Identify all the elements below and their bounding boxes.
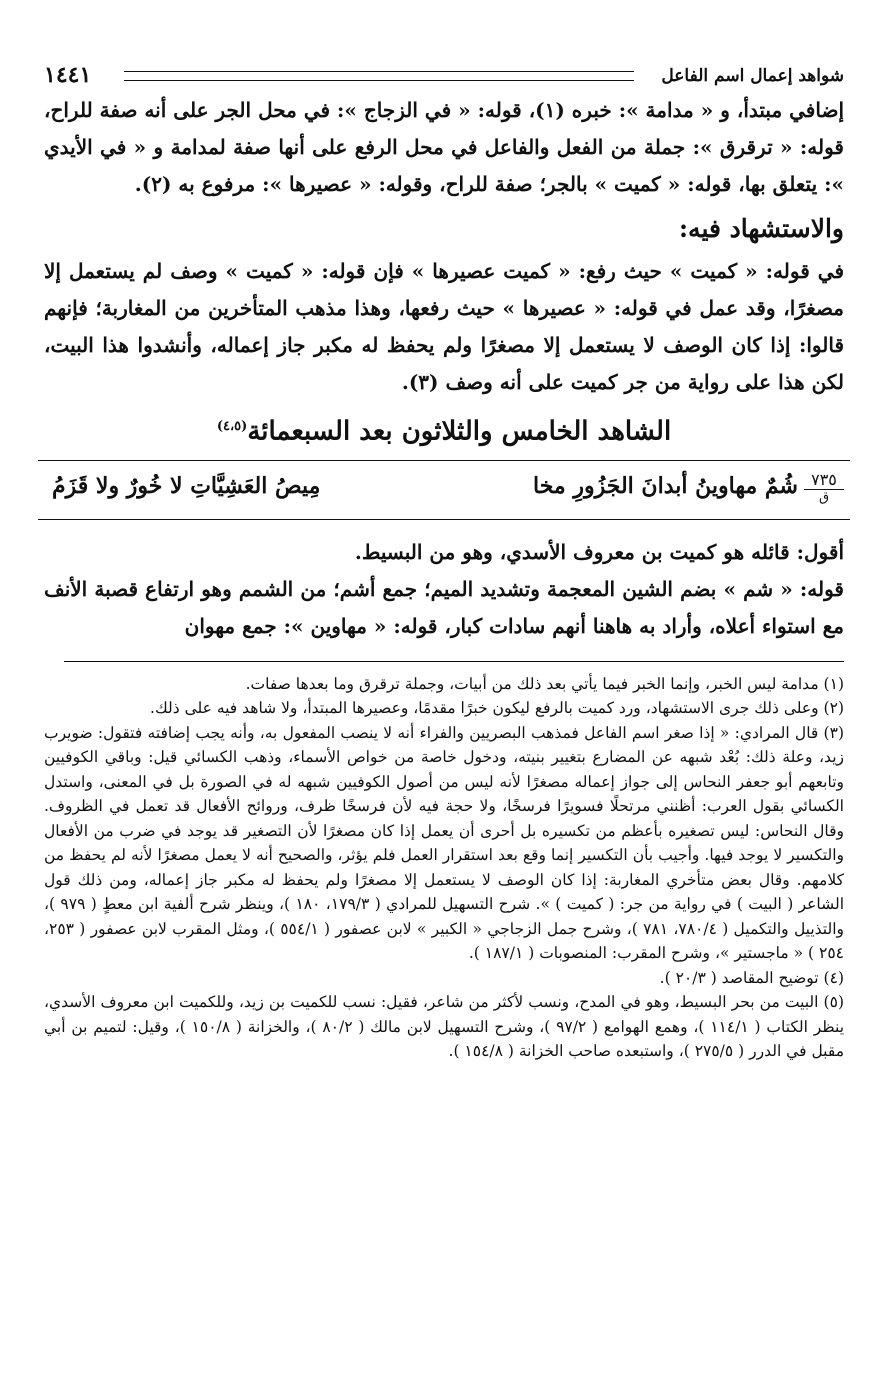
witness-heading [44,403,844,456]
aqulu-paragraph: أقول: قائله هو كميت بن معروف الأسدي، وهو من البسيط. [354,539,844,564]
witness-heading-text: الشاهد الخامس والثلاثون بعد السبعمائة [247,416,672,447]
istishhad-heading: والاستشهاد فيه: [678,214,844,243]
footnote-separator [64,661,844,662]
footnote-1: (١) مدامة ليس الخبر، وإنما الخبر فيما يأتي بعد ذلك من أبيات، وجملة ترقرق وما بعدها صفات. [245,674,844,693]
main-text [44,92,844,645]
page-number: ١٤٤١ [44,62,92,88]
header-rule [124,71,634,81]
witness-heading-note: (٤،٥) [216,419,248,434]
verse-hemistich-first: شُمٌ مهاوينُ أبدانَ الجَزُورِ مخا [533,472,798,499]
verse-number [804,471,844,506]
verse-box [38,460,850,520]
book-page [44,58,844,1064]
footnote-5: (٥) البيت من بحر البسيط، وهو في المدح، ونسب لأكثر من شاعر، فقيل: نسب للكميت بن زيد، وللكميت ابن معروف الأسدي، ينظر الكتاب ( ١١٤/١ )، وهمع الهوامع ( ٩٧/٢ )، وشرح التسهيل لابن مالك ( ٨٠/٢ )، والخزانة ( ١٥٠/٨ )، وقيل: لتميم بن أبي مقبل في الدرر ( ٢٧٥/٥ )، واستبعده صاحب الخزانة ( ١٥٤/٨ ). [44,993,845,1061]
footnote-2: (٢) وعلى ذلك جرى الاستشهاد، ورد كميت بالرفع ليكون خبرًا مقدمًا، وعصيرها المبتدأ، ولا شاهد فيه على ذلك. [150,699,844,718]
qawluhu-paragraph: قوله: « شم » بضم الشين المعجمة وتشديد الميم؛ جمع أشم؛ من الشمم وهو ارتفاع قصبة الأنف مع استواء أعلاه، وأراد به هاهنا أنهم سادات كبار، قوله: « مهاوين »: جمع مهوان [44,576,844,638]
footnote-3: (٣) قال المرادي: « إذا صغر اسم الفاعل فمذهب البصريين والفراء أنه لا ينصب المفعول به، وأنه يجب إضافته فتقول: ضويرب زيد، وعلة ذلك: بُعْد شبهه عن المضارع بتغيير بنيته، ودخول خاصة من خواص الأسماء، وذهب الكسائي قيل: وباقي الكوفيين وتابعهم أبو جعفر النحاس إلى جواز إعماله مصغرًا لأنه ليس من أصول الكوفيين شبهه له في الصورة بل في المعنى، واستدل الكسائي بقول العرب: أظنني مرتحلًا فسويرًا فرسخًا، ولا حجة فيه لأن فرسخًا ظرف، وروائح الأفعال قد تعمل في الظروف. وقال النحاس: ليس تصغيره بأعظم من تكسيره بل أحرى أن يعمل إذا كان مصغرًا لأن التصغير قد يوجد في ضرب من الأفعال والتكسير لا يوجد فيها. وأجيب بأن التكسير إنما وقع بعد استقرار العمل فلم يؤثر، والصحيح أنه لا يعمل مصغرًا لأنه لم يحفظ من كلامهم. وقال بعض متأخري المغاربة: إذا كان الوصف لا يستعمل إلا مصغرًا ولم يحفظ له مكبر جاز إعماله، ومن ذلك قول الشاعر ( البيت ) في رواية من جر: ( كميت ) ». شرح التسهيل للمرادي ( ١٧٩/٣، ١٨٠ )، وينظر شرح ألفية ابن معطٍ ( ٩٧٩ )، والتذييل والتكميل ( ٧٨٠/٤، ٧٨١ )، وشرح جمل الزجاجي « الكبير » لابن عصفور ( ٥٥٤/١ )، ومثل المقرب لابن عصفور ( ٢٥٣، ٢٥٤ ) « ماجستير »، وشرح المقرب: المنصوبات ( ١٨٧/١ ). [44,723,845,963]
verse-number-value: ٧٣٥ [804,471,844,490]
paragraph-top: إضافي مبتدأ، و « مدامة »: خبره (١)، قوله: « في الزجاج »: في محل الجر على أنه صفة للراح، قوله: « ترقرق »: جملة من الفعل والفاعل في محل الرفع على أنها صفة لمدامة و « في الأيدي »: يتعلق بها، قوله: « كميت » بالجر؛ صفة للراح، وقوله: « عصيرها »: مرفوع به (٢). [44,98,845,196]
verse-hemistich-second: مِيصُ العَشِيَّاتِ لا خُورٌ ولا قَزَمُ [52,472,321,499]
footnotes [44,672,844,1064]
footnote-4: (٤) توضيح المقاصد ( ٢٠/٣ ). [659,968,844,987]
running-header [44,58,844,92]
verse-meter-mark: ق [818,489,830,505]
running-title: شواهد إعمال اسم الفاعل [661,66,844,86]
istishhad-paragraph: في قوله: « كميت » حيث رفع: « كميت عصيرها » فإن قوله: « كميت » وصف لم يستعمل إلا مصغرًا، وقد عمل في قوله: « عصيرها » حيث رفعها، وهذا مذهب المتأخرين من المغاربة؛ فإنهم قالوا: إذا كان الوصف لا يستعمل إلا مصغرًا ولم يحفظ له مكبر جاز إعماله، وأنشدوا هذا البيت، لكن هذا على رواية من جر كميت على أنه وصف (٣). [44,259,844,394]
